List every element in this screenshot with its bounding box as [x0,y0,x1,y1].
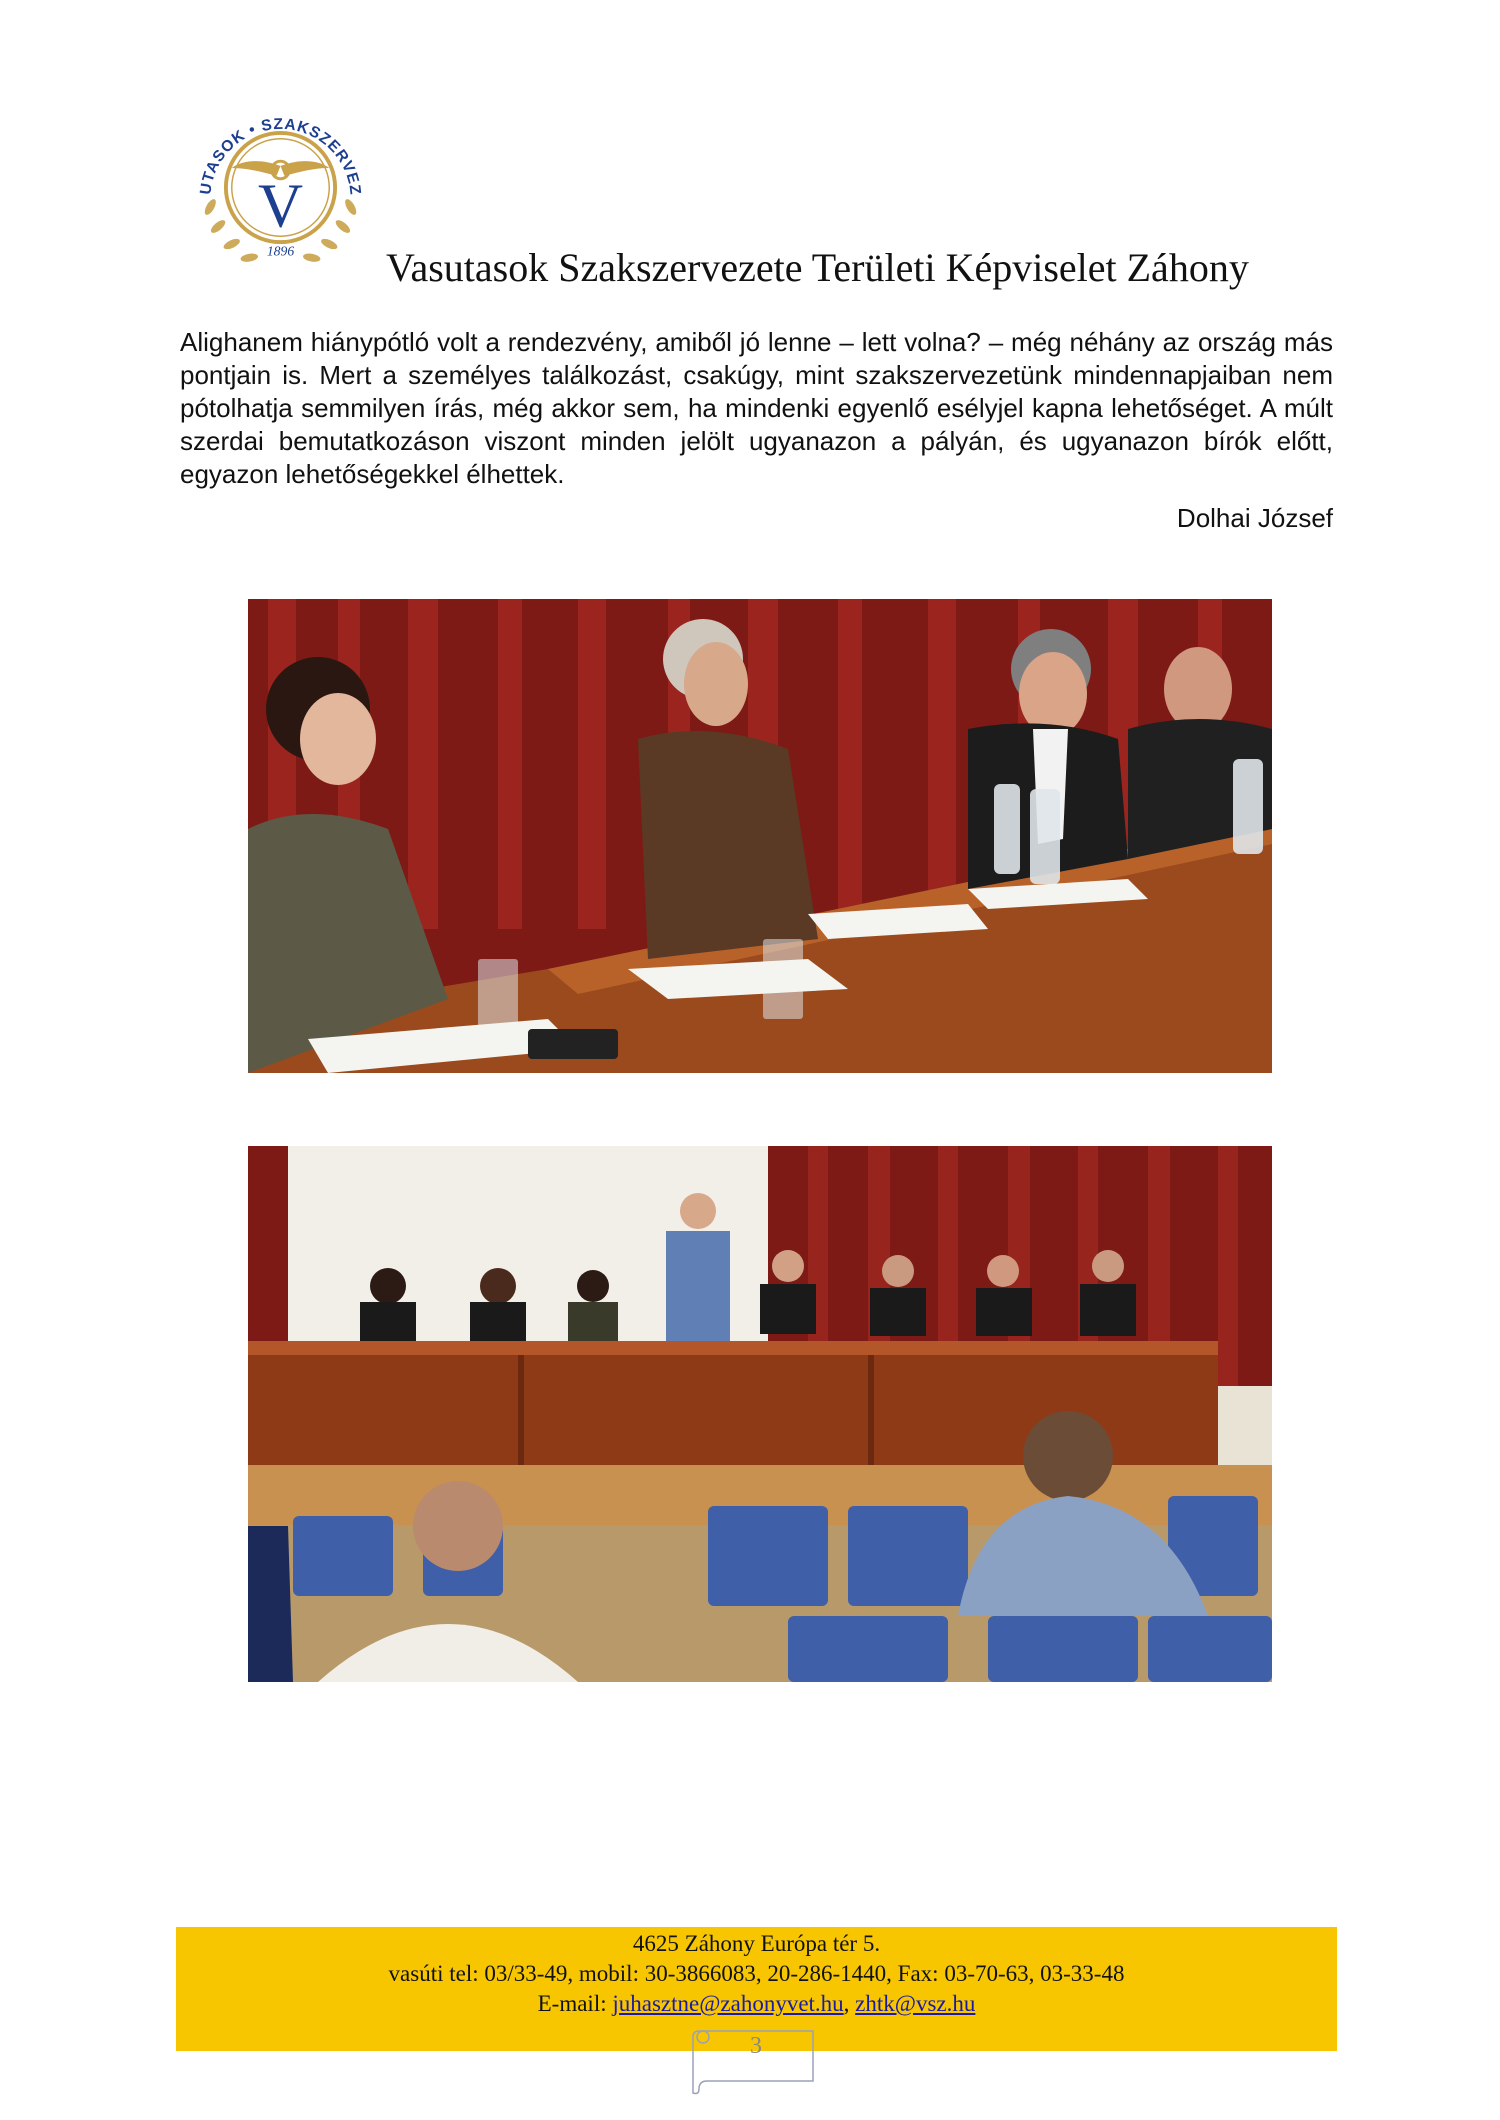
logo-year: 1896 [266,243,295,259]
article-paragraph: Alighanem hiánypótló volt a rendezvény, amiből jó lenne – lett volna? – még néhány az ország más pontjain is. Mert a személyes találkozást, csakúgy, mint szakszervezetünk mindennapjaiban nem pótolhatja semmilyen írás, még akkor sem, ha mindenki egyenlő esélyjel kapna lehetőséget. A múlt szerdai bemutatkozáson viszont minden jelölt ugyanazon a pályán, és ugyanazon bírók előtt, egyazon lehetőségekkel élhettek. [180,327,1333,489]
logo-letter: V [257,171,304,241]
footer-email-link-2[interactable]: zhtk@vsz.hu [855,1991,976,2016]
article-author: Dolhai József [1176,503,1333,533]
footer-email-separator: , [843,1991,850,2016]
page-number: 3 [750,2033,762,2059]
footer-email-link-1[interactable]: juhasztne@zahonyvet.hu [612,1991,844,2016]
footer-email-line [176,1989,1337,2019]
footer-email-label: E-mail: [537,1991,607,2016]
footer-address: 4625 Záhony Európa tér 5. [632,1931,881,1956]
photo-hall-view [248,1146,1272,1682]
footer-phones: vasúti tel: 03/33-49, mobil: 30-3866083, 20-286-1440, Fax: 03-70-63, 03-33-48 [388,1961,1125,1986]
photo-panel-closeup [248,599,1272,1073]
page-header-title: Vasutasok Szakszervezete Területi Képviselet Záhony [386,245,1249,290]
union-emblem-icon [183,90,378,285]
logo-ring-text: UTASOK • SZAKSZERVEZ [197,115,364,197]
union-logo [183,90,378,285]
